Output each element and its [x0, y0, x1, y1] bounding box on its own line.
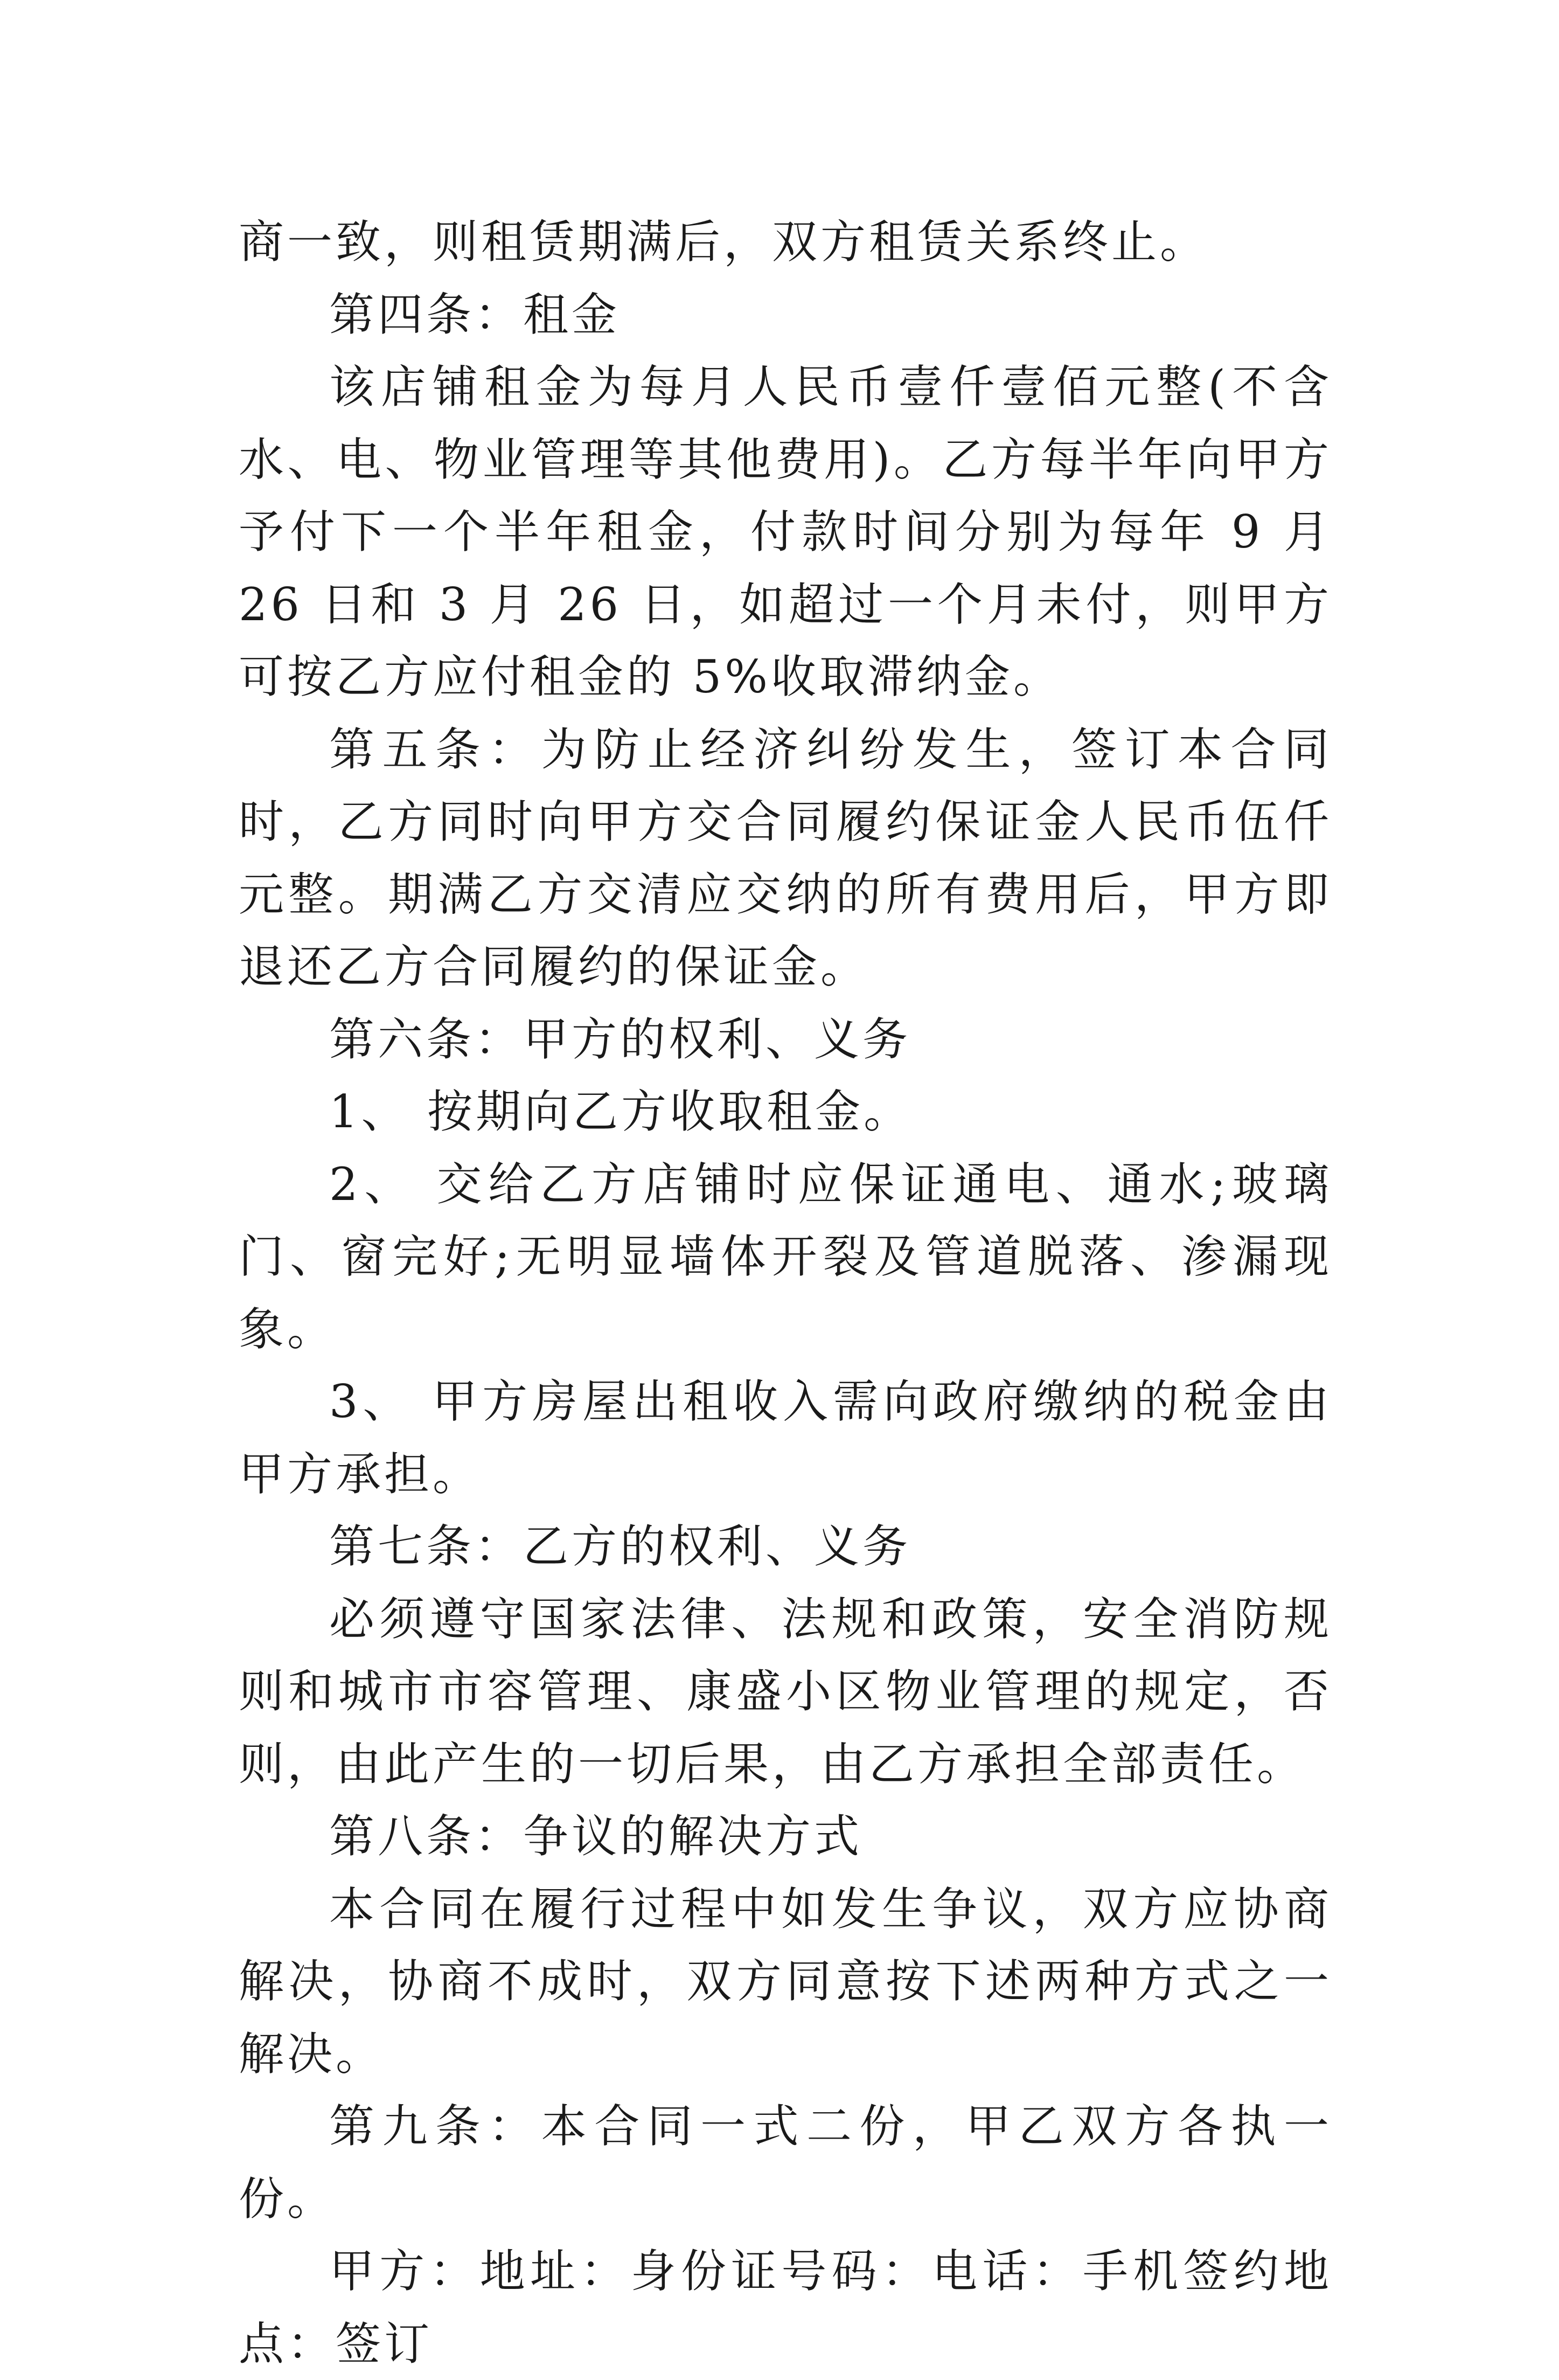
paragraph-party-b-obligations: 必须遵守国家法律、法规和政策，安全消防规则和城市市容管理、康盛小区物业管理的规定，否则，由此产生的一切后果，由乙方承担全部责任。 [239, 1592, 1332, 1791]
paragraph-lease-termination: 商一致，则租赁期满后，双方租赁关系终止。 [239, 216, 1209, 268]
paragraph-rent-terms: 该店铺租金为每月人民币壹仟壹佰元整(不含水、电、物业管理等其他费用)。乙方每半年向甲方予付下一个半年租金，付款时间分别为每年 9 月 26 日和 3 月 26 日，如超过一个月未付，则甲方可按乙方应付租金的 5%收取滞纳金。 [239, 360, 1332, 703]
paragraph-dispute-resolution: 本合同在履行过程中如发生争议，双方应协商解决，协商不成时，双方同意按下述两种方式之一解决。 [239, 1882, 1332, 2080]
heading-article-7-party-b: 第七条：乙方的权利、义务 [329, 1520, 911, 1573]
contract-body [239, 206, 1332, 2380]
heading-article-8-disputes: 第八条：争议的解决方式 [329, 1810, 863, 1863]
paragraph-party-a-signature-fields: 甲方：地址：身份证号码：电话：手机签约地点：签订 [239, 2245, 1332, 2370]
list-item-party-a-3: 3、 甲方房屋出租收入需向政府缴纳的税金由甲方承担。 [239, 1375, 1332, 1501]
paragraph-article-5-deposit: 第五条：为防止经济纠纷发生，签订本合同时，乙方同时向甲方交合同履约保证金人民币伍仟元整。期满乙方交清应交纳的所有费用后，甲方即退还乙方合同履约的保证金。 [239, 723, 1332, 993]
heading-article-6-party-a: 第六条：甲方的权利、义务 [329, 1012, 911, 1066]
list-item-party-a-2: 2、 交给乙方店铺时应保证通电、通水;玻璃门、窗完好;无明显墙体开裂及管道脱落、渗漏现象。 [239, 1157, 1332, 1356]
heading-article-4-rent: 第四条：租金 [329, 288, 621, 341]
paragraph-article-9-copies: 第九条：本合同一式二份，甲乙双方各执一份。 [239, 2100, 1332, 2225]
list-item-party-a-1: 1、 按期向乙方收取租金。 [329, 1085, 913, 1138]
